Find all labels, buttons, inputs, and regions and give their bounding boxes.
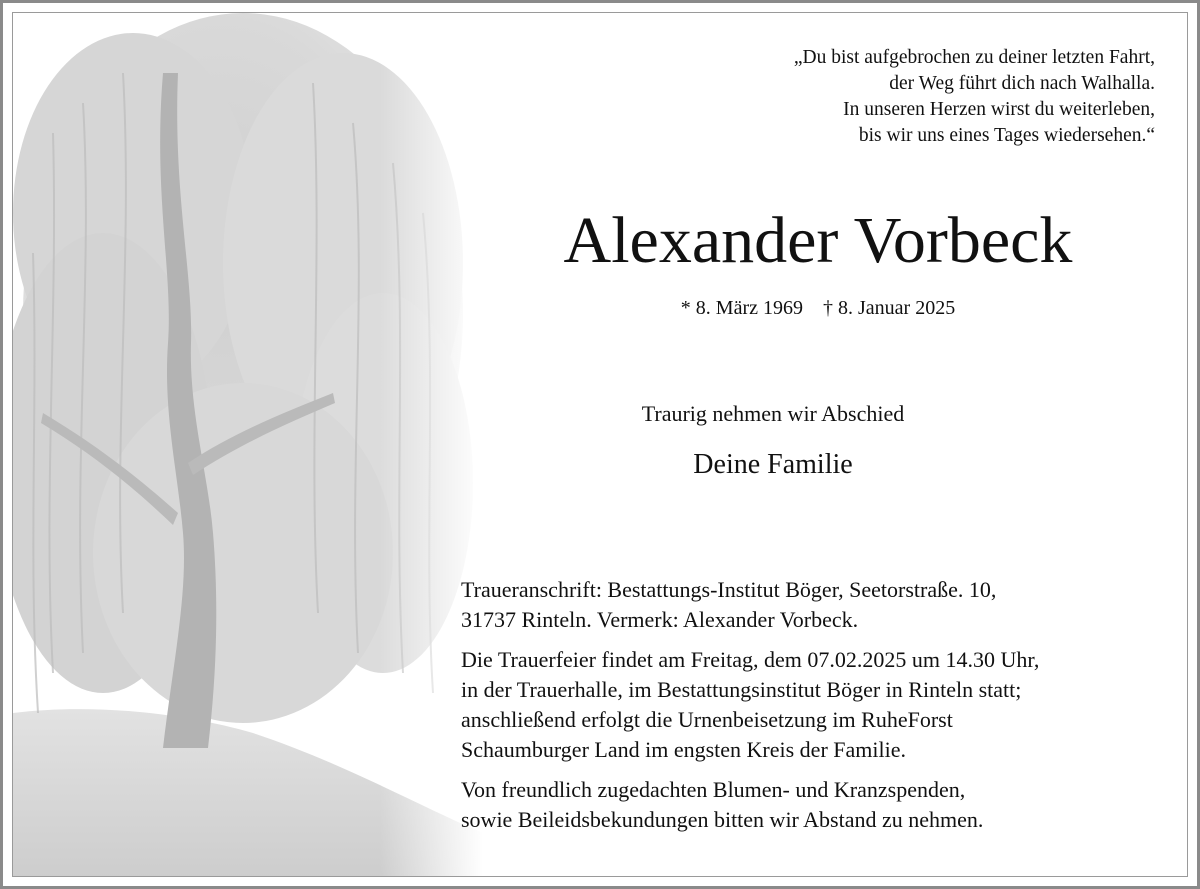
family-signature: Deine Familie	[693, 449, 853, 480]
quote-line: der Weg führt dich nach Walhalla.	[889, 73, 1155, 94]
birth-date: * 8. März 1969	[680, 297, 803, 319]
ceremony-line: in der Trauerhalle, im Bestattungsinstitut Böger in Rinteln statt;	[461, 677, 1022, 702]
deceased-name: Alexander Vorbeck	[563, 204, 1073, 277]
quote-line: In unseren Herzen wirst du weiterleben,	[843, 99, 1155, 120]
ceremony-line: anschließend erfolgt die Urnenbeisetzung im RuheForst	[461, 707, 953, 732]
request-line: sowie Beileidsbekundungen bitten wir Abstand zu nehmen.	[461, 807, 984, 832]
quote-line: bis wir uns eines Tages wiedersehen.“	[858, 125, 1155, 146]
death-date: † 8. Januar 2025	[823, 297, 956, 319]
quote-line: „Du bist aufgebrochen zu deiner letzten Fahrt,	[793, 47, 1155, 68]
farewell-text: Traurig nehmen wir Abschied	[641, 401, 905, 426]
life-dates	[468, 295, 1168, 321]
request-line: Von freundlich zugedachten Blumen- und Kranzspenden,	[461, 777, 966, 802]
address-line: Traueranschrift: Bestattungs-Institut Böger, Seetorstraße. 10,	[461, 577, 997, 602]
service-information	[461, 575, 1161, 845]
ceremony-line: Die Trauerfeier findet am Freitag, dem 07.02.2025 um 14.30 Uhr,	[461, 647, 1040, 672]
memorial-quote	[535, 45, 1155, 149]
obituary-card	[12, 12, 1188, 877]
mourning-address	[461, 575, 1161, 635]
ceremony-details	[461, 645, 1161, 765]
ceremony-line: Schaumburger Land im engsten Kreis der Familie.	[461, 737, 906, 762]
weeping-willow-image	[13, 13, 483, 877]
address-line: 31737 Rinteln. Vermerk: Alexander Vorbeck.	[461, 607, 859, 632]
flowers-request	[461, 775, 1161, 835]
